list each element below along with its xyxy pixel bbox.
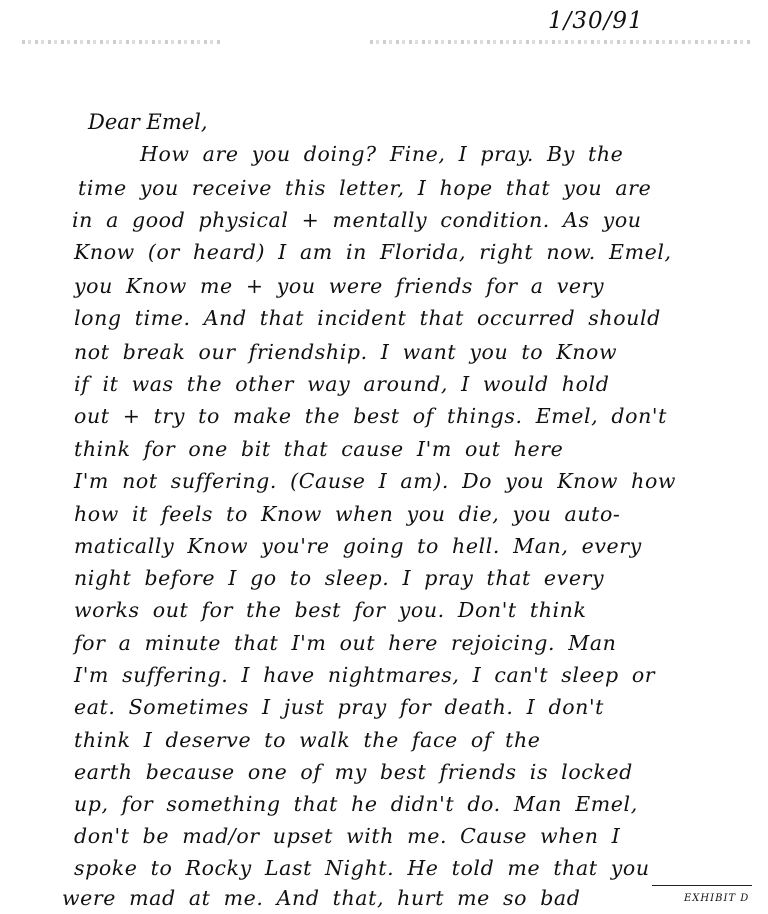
letter-line: works out for the best for you. Don't think xyxy=(74,598,587,622)
letter-line: don't be mad/or upset with me. Cause when I xyxy=(74,824,621,848)
letter-line: Know (or heard) I am in Florida, right now. Emel, xyxy=(74,240,672,264)
letter-line: time you receive this letter, I hope that you are xyxy=(78,176,652,200)
letter-line: you Know me + you were friends for a very xyxy=(74,274,605,298)
letter-line: how it feels to Know when you die, you auto- xyxy=(74,502,621,526)
exhibit-label: EXHIBIT D xyxy=(684,893,750,904)
letter-line: earth because one of my best friends is locked xyxy=(74,760,633,784)
letter-line: spoke to Rocky Last Night. He told me that you xyxy=(74,856,650,880)
letter-line: think I deserve to walk the face of the xyxy=(74,728,541,752)
letter-line: matically Know you're going to hell. Man, every xyxy=(74,534,642,558)
letter-line: for a minute that I'm out here rejoicing. Man xyxy=(74,631,617,655)
letter-line: in a good physical + mentally condition. As you xyxy=(72,208,642,232)
letter-line: not break our friendship. I want you to Know xyxy=(74,340,618,364)
letter-line: were mad at me. And that, hurt me so bad xyxy=(62,886,581,910)
letter-line: if it was the other way around, I would hold xyxy=(74,372,610,396)
letter-line: night before I go to sleep. I pray that every xyxy=(74,566,605,590)
exhibit-rule xyxy=(652,885,752,886)
letter-salutation: Dear Emel, xyxy=(88,110,208,134)
letter-line: out + try to make the best of things. Emel, don't xyxy=(74,404,667,428)
letter-line: think for one bit that cause I'm out here xyxy=(74,437,564,461)
letter-line: I'm suffering. I have nightmares, I can't sleep or xyxy=(74,663,656,687)
letter-date: 1/30/91 xyxy=(548,8,644,34)
letter-line: long time. And that incident that occurred should xyxy=(74,306,661,330)
letter-line: eat. Sometimes I just pray for death. I don't xyxy=(74,695,605,719)
letter-line: I'm not suffering. (Cause I am). Do you Know how xyxy=(74,469,677,493)
letter-line: up, for something that he didn't do. Man Emel, xyxy=(74,792,638,816)
letter-line: How are you doing? Fine, I pray. By the xyxy=(140,142,624,166)
